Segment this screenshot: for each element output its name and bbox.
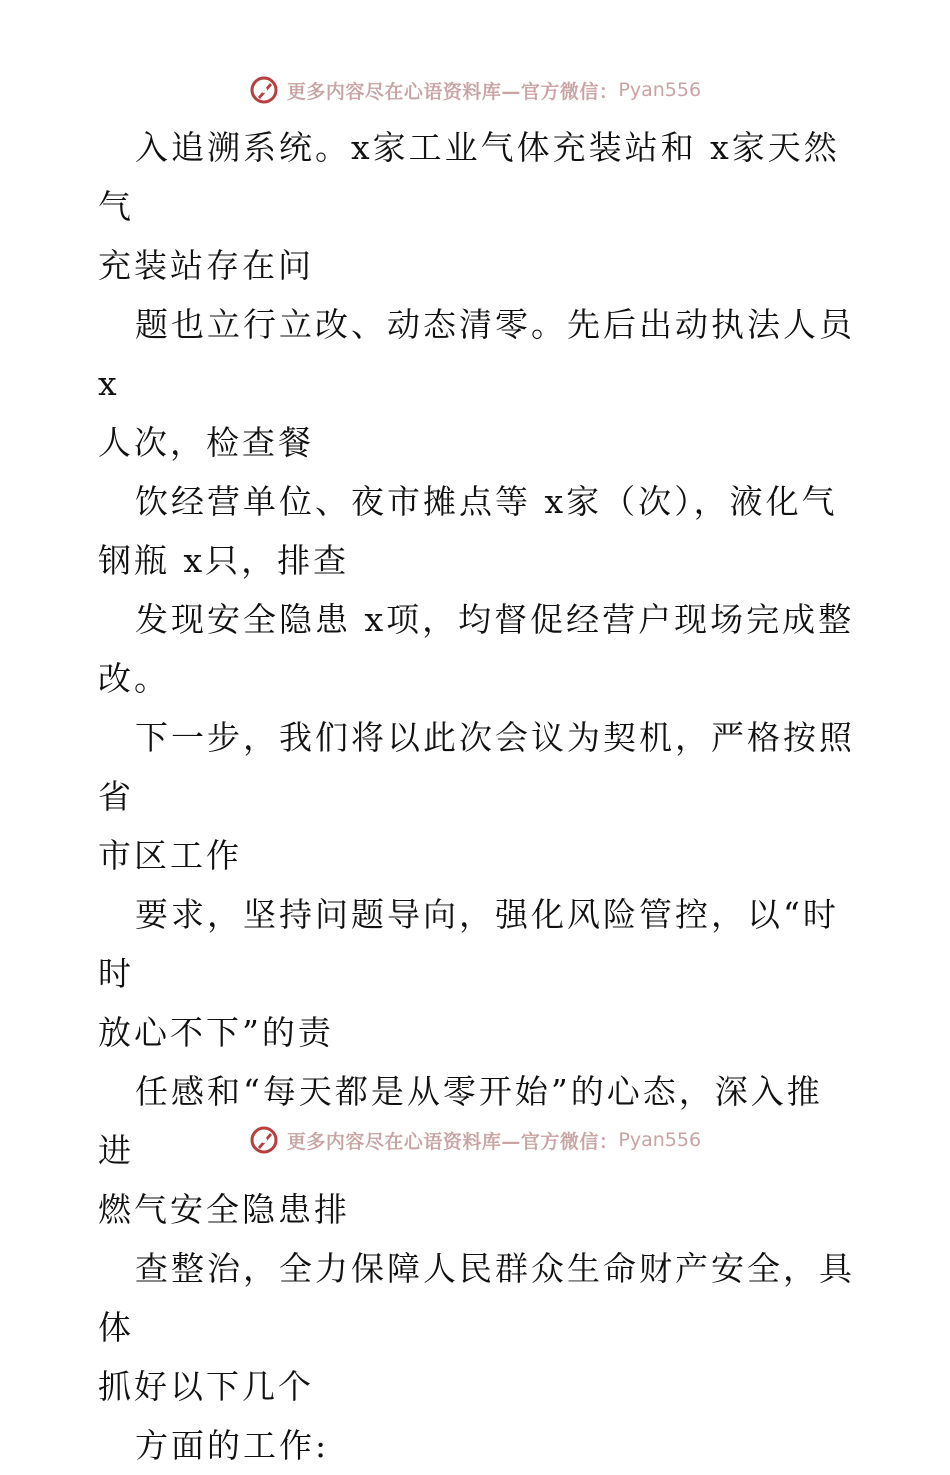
quill-logo-icon	[249, 75, 279, 105]
watermark-contact: Pyan556	[618, 79, 702, 101]
paragraph	[98, 590, 858, 708]
paragraph-tail: 燃气安全隐患排	[98, 1190, 350, 1229]
paragraph	[98, 118, 858, 295]
paragraph	[98, 1416, 858, 1475]
paragraph-line: 题也立行立改、动态清零。先后出动执法人员 x	[98, 305, 855, 403]
paragraph	[98, 1239, 858, 1416]
paragraph	[98, 885, 858, 1062]
document-body	[98, 118, 858, 1475]
paragraph-line: 查整治，全力保障人民群众生命财产安全，具体	[98, 1249, 855, 1347]
paragraph-tail: 市区工作	[98, 836, 242, 875]
paragraph-tail: 钢瓶 x只，排查	[98, 541, 350, 580]
paragraph-line: 任感和“每天都是从零开始”的心态，深入推进	[98, 1072, 823, 1170]
paragraph-tail: 放心不下”的责	[98, 1013, 334, 1052]
paragraph-line: 下一步，我们将以此次会议为契机，严格按照省	[98, 718, 855, 816]
paragraph-line: 饮经营单位、夜市摊点等 x家（次），液化气	[135, 482, 838, 521]
paragraph	[98, 708, 858, 885]
paragraph	[98, 295, 858, 472]
paragraph-tail: 人次，检查餐	[98, 423, 314, 462]
paragraph-tail: 充装站存在问	[98, 246, 314, 285]
watermark-contact: Pyan556	[618, 1129, 702, 1151]
paragraph-tail: 改。	[98, 659, 170, 698]
paragraph-line: 要求，坚持问题导向，强化风险管控，以“时时	[98, 895, 839, 993]
paragraph-line: 入追溯系统。x家工业气体充装站和 x家天然气	[98, 128, 840, 226]
watermark-header	[0, 70, 950, 110]
watermark-text: 更多内容尽在心语资料库—官方微信：	[286, 1130, 619, 1153]
paragraph-tail: 抓好以下几个	[98, 1367, 314, 1406]
quill-logo-icon	[249, 1125, 279, 1155]
watermark-footer	[0, 1120, 950, 1160]
paragraph-line: 发现安全隐患 x项，均督促经营户现场完成整	[135, 600, 855, 639]
watermark-text: 更多内容尽在心语资料库—官方微信：	[286, 80, 619, 103]
paragraph	[98, 472, 858, 590]
paragraph-line: 方面的工作:	[135, 1426, 330, 1465]
